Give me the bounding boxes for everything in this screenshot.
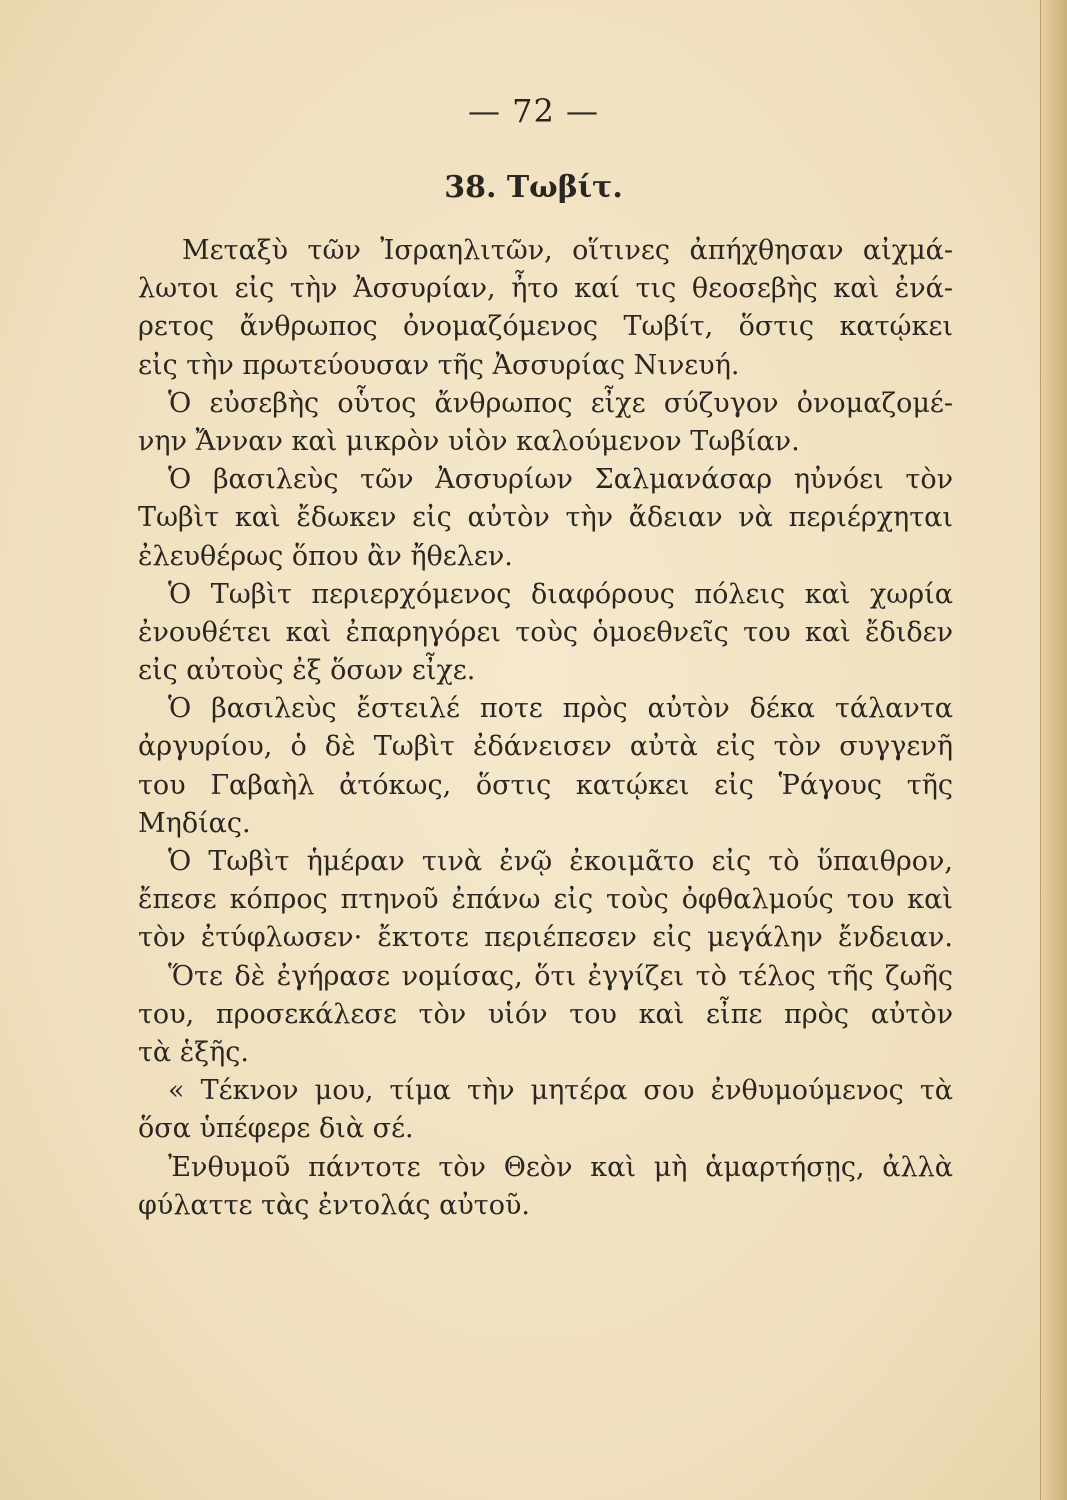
text-line: ρετος ἄνθρωπος ὀνομαζόμενος Τωβίτ, ὅστις κατῴκει <box>138 311 953 343</box>
text-line: τὰ ἑξῆς. <box>138 1036 249 1068</box>
text-line: Ἐνθυμοῦ πάντοτε τὸν Θεὸν καὶ μὴ ἁμαρτήσῃς, ἀλλὰ <box>168 1151 953 1183</box>
page-number: — 72 — <box>467 92 600 130</box>
text-line: Ὁ Τωβὶτ περιερχόμενος διαφόρους πόλεις καὶ χωρία <box>168 578 953 610</box>
text-line: εἰς τὴν πρωτεύουσαν τῆς Ἀσσυρίας Νινευή. <box>138 349 740 381</box>
text-line: ὅσα ὑπέφερε διὰ σέ. <box>138 1113 414 1145</box>
text-line: λωτοι εἰς τὴν Ἀσσυρίαν, ἦτο καί τις θεοσεβὴς καὶ ἐνά- <box>138 273 953 305</box>
text-line: ἀργυρίου, ὁ δὲ Τωβὶτ ἐδάνεισεν αὐτὰ εἰς τὸν συγγενῆ <box>138 731 953 763</box>
text-line: του Γαβαὴλ ἀτόκως, ὅστις κατῴκει εἰς Ῥάγους τῆς <box>138 769 953 801</box>
text-line: Τωβὶτ καὶ ἔδωκεν εἰς αὐτὸν τὴν ἄδειαν νὰ περιέρχηται <box>138 502 953 534</box>
text-line: Ὁ βασιλεὺς τῶν Ἀσσυρίων Σαλμανάσαρ ηὐνόει τὸν <box>168 464 953 496</box>
text-line: Ὁ εὐσεβὴς οὗτος ἄνθρωπος εἶχε σύζυγον ὀνομαζομέ- <box>168 387 953 419</box>
text-line: φύλαττε τὰς ἐντολάς αὐτοῦ. <box>138 1189 530 1221</box>
text-line: ἐλευθέρως ὅπου ἂν ἤθελεν. <box>138 540 513 572</box>
text-line: τὸν ἐτύφλωσεν· ἔκτοτε περιέπεσεν εἰς μεγάλην ἔνδειαν. <box>138 922 953 954</box>
text-line: του, προσεκάλεσε τὸν υἱόν του καὶ εἶπε πρὸς αὐτὸν <box>138 998 953 1030</box>
text-line: Ὅτε δὲ ἐγήρασε νομίσας, ὅτι ἐγγίζει τὸ τέλος τῆς ζωῆς <box>168 960 953 992</box>
text-line: ἐνουθέτει καὶ ἐπαρηγόρει τοὺς ὁμοεθνεῖς του καὶ ἔδιδεν <box>138 616 953 648</box>
text-line: Μηδίας. <box>138 807 251 839</box>
text-line: « Τέκνον μου, τίμα τὴν μητέρα σου ἐνθυμούμενος τὰ <box>168 1075 953 1107</box>
text-line: Μεταξὺ τῶν Ἰσραηλιτῶν, οἵτινες ἀπήχθησαν αἰχμά- <box>182 235 953 266</box>
text-line: ἔπεσε κόπρος πτηνοῦ ἐπάνω εἰς τοὺς ὀφθαλμούς του καὶ <box>138 884 953 916</box>
text-line: Ὁ Τωβὶτ ἡμέραν τινὰ ἐνῷ ἐκοιμᾶτο εἰς τὸ ὕπαιθρον, <box>168 846 953 877</box>
book-spine-edge <box>1040 0 1067 1500</box>
chapter-heading: 38. Τωβίτ. <box>444 170 623 205</box>
body-text <box>138 232 953 1225</box>
text-line: νην Ἄνναν καὶ μικρὸν υἱὸν καλούμενον Τωβίαν. <box>138 425 800 457</box>
text-line: εἰς αὐτοὺς ἐξ ὅσων εἶχε. <box>138 655 476 687</box>
text-line: Ὁ βασιλεὺς ἔστειλέ ποτε πρὸς αὐτὸν δέκα τάλαντα <box>168 693 953 725</box>
